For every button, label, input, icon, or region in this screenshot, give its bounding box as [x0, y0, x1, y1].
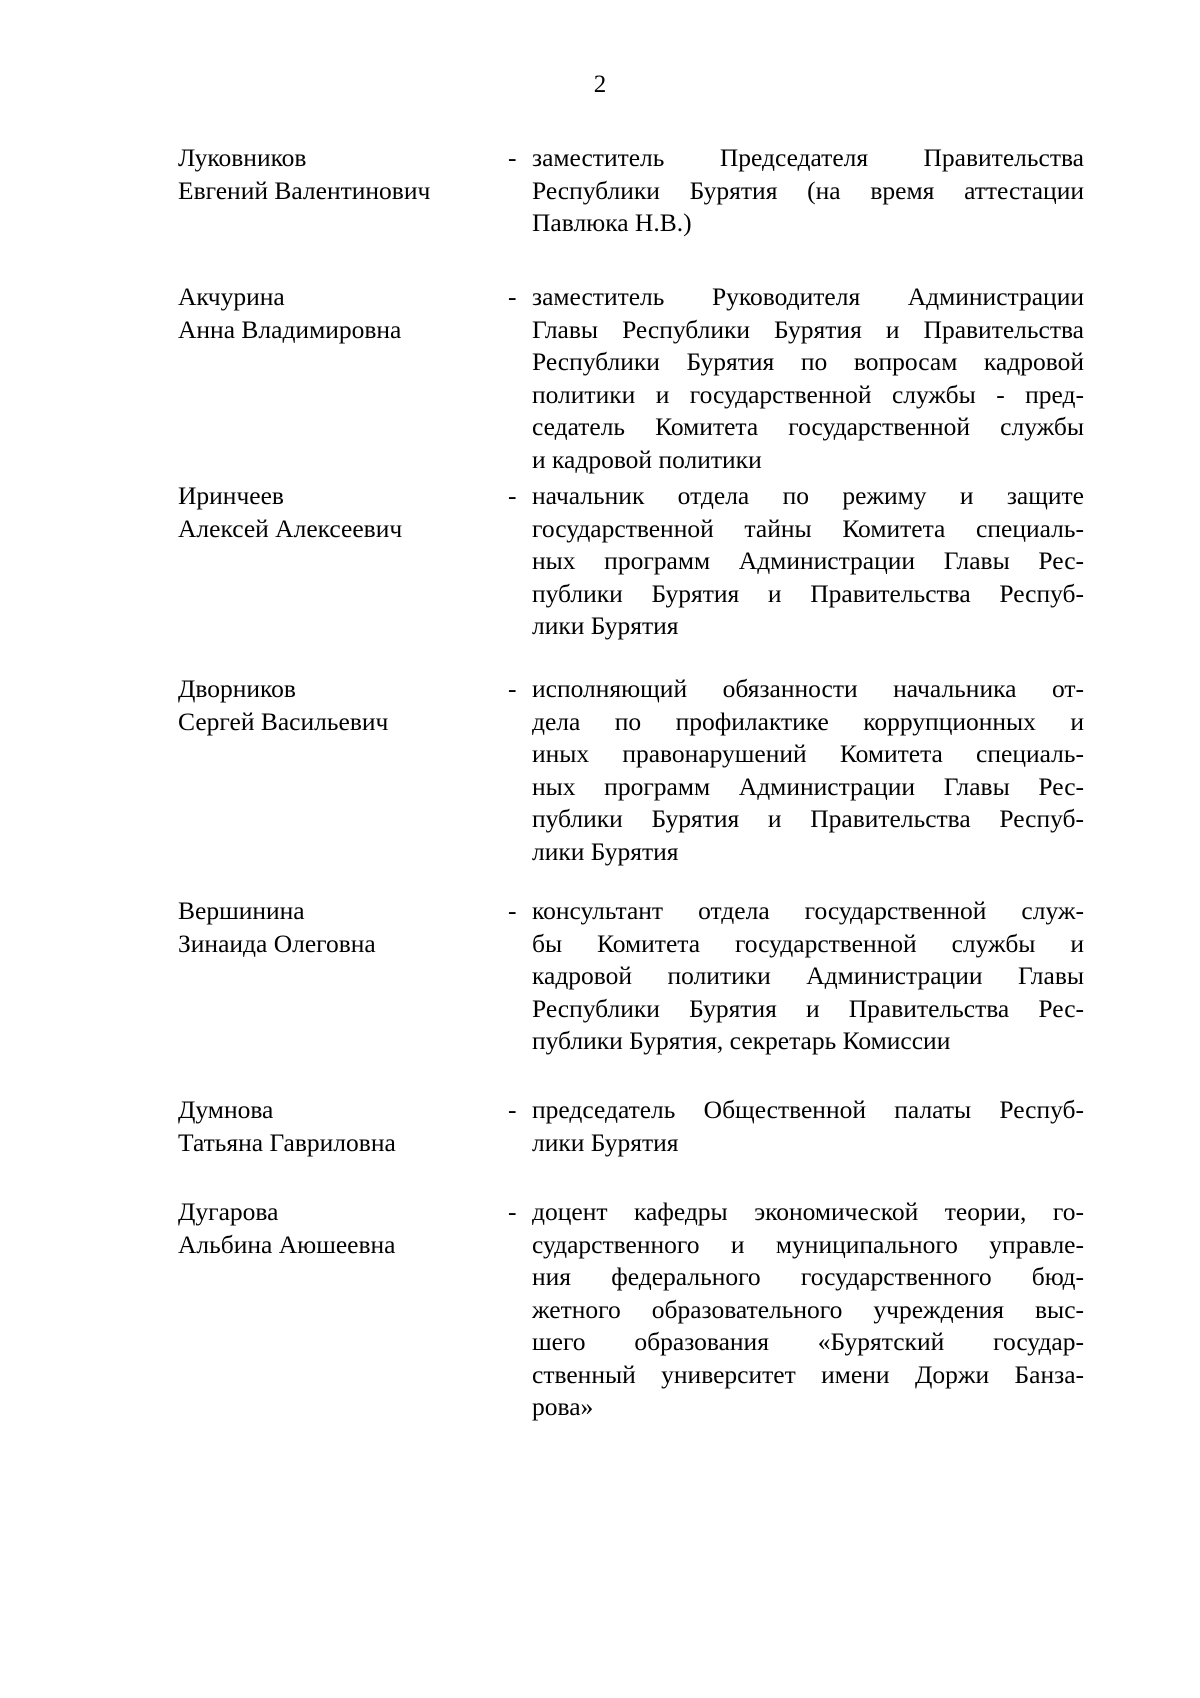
member-given-names: Альбина Аюшеевна [178, 1229, 396, 1259]
member-surname: Дворников [178, 674, 296, 703]
role-line: седатель Комитета государственной службы [532, 412, 1084, 441]
list-dash: - [508, 1197, 517, 1226]
member-role [532, 142, 1084, 240]
role-line: ных программ Администрации Главы Рес- [532, 546, 1084, 575]
role-line: заместитель Руководителя Администрации [532, 282, 1084, 311]
member-name [178, 281, 508, 476]
member-entry-5 [178, 895, 1088, 1058]
member-surname: Акчурина [178, 282, 285, 311]
role-line: публики Бурятия и Правительства Респуб- [532, 804, 1084, 833]
member-entry-1 [178, 142, 1088, 240]
member-role [532, 480, 1084, 643]
member-surname: Вершинина [178, 896, 305, 925]
list-dash: - [508, 674, 517, 703]
list-dash: - [508, 896, 517, 925]
role-line: ных программ Администрации Главы Рес- [532, 771, 1084, 801]
member-entry-7 [178, 1196, 1088, 1424]
member-given-names: Сергей Васильевич [178, 706, 389, 736]
role-line: жетного образовательного учреждения выс- [532, 1294, 1084, 1324]
member-surname: Думнова [178, 1095, 274, 1124]
role-line: иных правонарушений Комитета специаль- [532, 739, 1084, 768]
list-dash: - [508, 1095, 517, 1124]
role-line: шего образования «Бурятский государ- [532, 1327, 1084, 1356]
role-line: государственной тайны Комитета специаль- [532, 513, 1084, 543]
role-line: кадровой политики Администрации Главы [532, 961, 1084, 990]
role-line: заместитель Председателя Правительства [532, 143, 1084, 172]
role-line: дела по профилактике коррупционных и [532, 706, 1084, 736]
member-entry-4 [178, 673, 1088, 868]
member-surname: Луковников [178, 143, 307, 172]
role-line: бы Комитета государственной службы и [532, 928, 1084, 958]
role-line: сударственного и муниципального управле- [532, 1229, 1084, 1259]
role-line: Республики Бурятия (на время аттестации [532, 175, 1084, 205]
role-line: лики Бурятия [532, 1127, 679, 1157]
role-line: председатель Общественной палаты Респуб- [532, 1095, 1084, 1124]
role-line: политики и государственной службы - пред- [532, 379, 1084, 409]
role-line: публики Бурятия, секретарь Комиссии [532, 1026, 951, 1055]
role-line: ния федерального государственного бюд- [532, 1262, 1084, 1291]
member-role [532, 1196, 1084, 1424]
member-role [532, 673, 1084, 868]
role-line: ственный университет имени Доржи Банза- [532, 1359, 1084, 1389]
member-given-names: Евгений Валентинович [178, 175, 431, 205]
role-line: Республики Бурятия по вопросам кадровой [532, 347, 1084, 376]
member-entry-3 [178, 480, 1088, 643]
list-dash: - [508, 481, 517, 510]
member-name [178, 142, 508, 240]
member-entry-6 [178, 1094, 1088, 1159]
member-role [532, 895, 1084, 1058]
member-name [178, 895, 508, 1058]
member-role [532, 281, 1084, 476]
role-line: Республики Бурятия и Правительства Рес- [532, 993, 1084, 1023]
role-line: исполняющий обязанности начальника от- [532, 674, 1084, 703]
member-entry-2 [178, 281, 1088, 476]
role-line: Главы Республики Бурятия и Правительства [532, 314, 1084, 344]
role-line: начальник отдела по режиму и защите [532, 481, 1084, 510]
member-surname: Иринчеев [178, 481, 284, 510]
member-given-names: Анна Владимировна [178, 314, 402, 344]
member-given-names: Зинаида Олеговна [178, 928, 376, 958]
role-line: Павлюка Н.В.) [532, 208, 692, 237]
role-line: консультант отдела государственной служ- [532, 896, 1084, 925]
role-line: и кадровой политики [532, 444, 762, 474]
role-line: лики Бурятия [532, 611, 679, 640]
member-surname: Дугарова [178, 1197, 279, 1226]
member-name [178, 673, 508, 868]
member-role [532, 1094, 1084, 1159]
member-given-names: Татьяна Гавриловна [178, 1127, 396, 1157]
role-line: публики Бурятия и Правительства Респуб- [532, 578, 1084, 608]
role-line: лики Бурятия [532, 836, 679, 866]
role-line: доцент кафедры экономической теории, го- [532, 1197, 1084, 1226]
member-name [178, 1196, 508, 1424]
role-line: рова» [532, 1392, 594, 1421]
member-given-names: Алексей Алексеевич [178, 513, 403, 543]
member-name [178, 480, 508, 643]
list-dash: - [508, 282, 517, 311]
page-number: 2 [593, 71, 607, 98]
member-name [178, 1094, 508, 1159]
list-dash: - [508, 143, 517, 172]
